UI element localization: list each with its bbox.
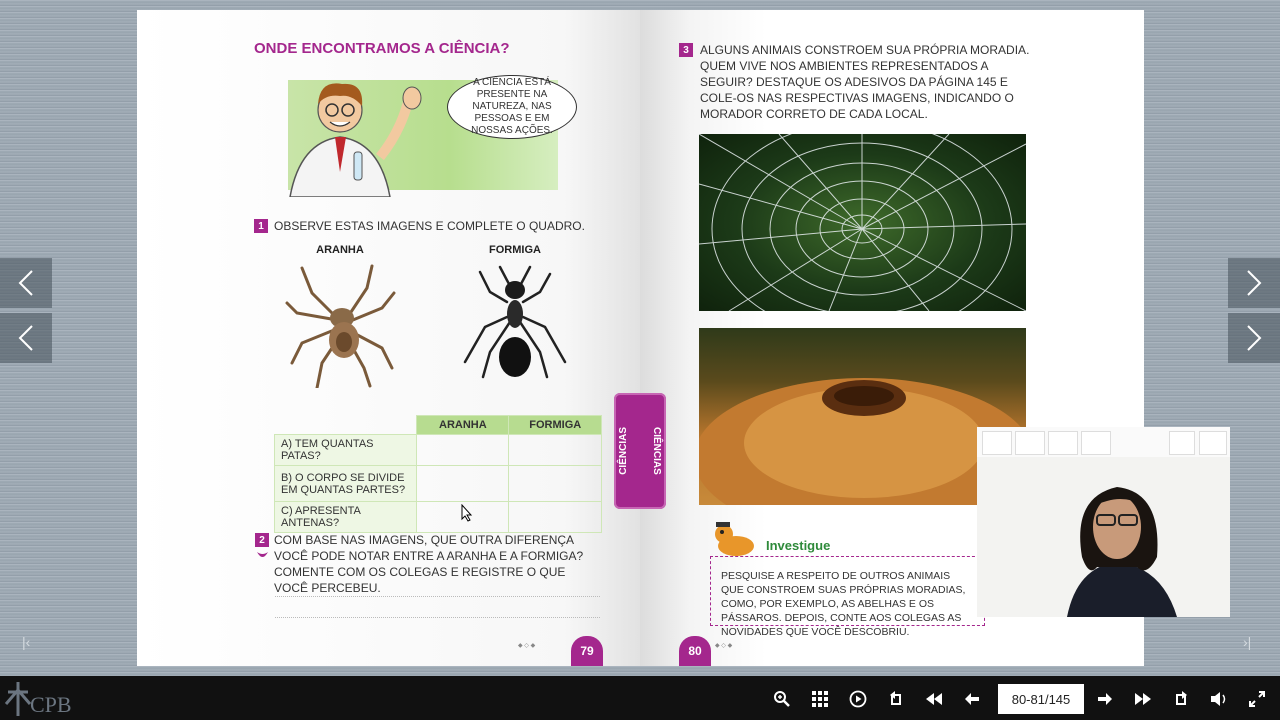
answer-line[interactable]	[275, 617, 600, 618]
next-page-arrow[interactable]	[1228, 258, 1280, 308]
table-header-formiga: FORMIGA	[509, 416, 602, 435]
last-page-button[interactable]	[1128, 684, 1158, 714]
prev-page-arrow-secondary[interactable]	[0, 313, 52, 363]
page-number-79: 79	[571, 636, 603, 666]
talk-icon	[256, 549, 269, 561]
volume-button[interactable]	[1204, 684, 1234, 714]
investigue-text: PESQUISE A RESPEITO DE OUTROS ANIMAIS QUE CONSTROEM SUAS PRÓPRIAS MORADIAS, COMO, POR EXEMPLO, AS ABELHAS E OS PÁSSAROS. DEPOIS, CONTE AOS COLEGAS AS NOVIDADES QUE VOCÊ DESCOBRIU.	[721, 570, 966, 638]
play-button[interactable]	[843, 684, 873, 714]
answer-line[interactable]	[275, 596, 600, 597]
interativo-logo: ◆ ◇ ◆	[518, 643, 536, 649]
cpb-logo	[2, 678, 82, 718]
first-page-corner-icon[interactable]: |‹	[22, 634, 31, 650]
table-cell-input[interactable]	[509, 502, 602, 533]
first-page-button[interactable]	[919, 684, 949, 714]
speech-bubble: A CIÊNCIA ESTÁ PRESENTE NA NATUREZA, NAS PESSOAS E EM NOSSAS AÇÕES.	[447, 75, 577, 139]
investigue-box	[710, 556, 985, 638]
prev-page-button[interactable]	[957, 684, 987, 714]
prev-page-icon	[964, 692, 980, 706]
last-page-corner-icon[interactable]: ›|	[1243, 634, 1252, 650]
question-number-2: 2	[255, 533, 269, 547]
wall-cards	[977, 427, 1230, 457]
table-cell-input[interactable]	[417, 435, 509, 466]
chevron-left-icon	[16, 269, 36, 297]
table-cell-input[interactable]	[509, 466, 602, 502]
tab-label-left: CIÊNCIAS	[618, 427, 629, 475]
undo-icon	[887, 690, 905, 708]
grid-button[interactable]	[805, 684, 835, 714]
question-number-3: 3	[679, 43, 693, 57]
dog-detective-icon	[710, 520, 762, 558]
redo-icon	[1172, 690, 1190, 708]
fullscreen-icon	[1249, 691, 1265, 707]
fullscreen-button[interactable]	[1242, 684, 1272, 714]
redo-button[interactable]	[1166, 684, 1196, 714]
ciencias-tab[interactable]	[614, 393, 666, 509]
question-1-text: OBSERVE ESTAS IMAGENS E COMPLETE O QUADRO.	[274, 219, 585, 233]
chevron-left-icon	[16, 324, 36, 352]
prev-page-arrow[interactable]	[0, 258, 52, 308]
chevron-right-icon	[1244, 324, 1264, 352]
table-row-label: B) O CORPO SE DIVIDE EM QUANTAS PARTES?	[275, 466, 417, 502]
question-number-1: 1	[254, 219, 268, 233]
ant-image	[455, 262, 575, 392]
spider-image	[282, 258, 402, 388]
presenter	[1027, 467, 1207, 617]
scientist-illustration	[280, 72, 440, 197]
first-page-icon	[925, 692, 943, 706]
play-icon	[849, 690, 867, 708]
zoom-button[interactable]	[767, 684, 797, 714]
tab-label-right: CIÊNCIAS	[651, 427, 662, 475]
next-page-arrow-secondary[interactable]	[1228, 313, 1280, 363]
grid-icon	[812, 691, 828, 707]
page-number-80: 80	[679, 636, 711, 666]
table-cell-input[interactable]	[509, 435, 602, 466]
ant-label: FORMIGA	[489, 244, 541, 256]
question-2-text: COM BASE NAS IMAGENS, QUE OUTRA DIFERENÇA VOCÊ PODE NOTAR ENTRE A ARANHA E A FORMIGA? COMENTE COM OS COLEGAS E REGISTRE O QUE VOCÊ PERCEBEU.	[274, 533, 584, 595]
volume-icon	[1210, 691, 1228, 707]
table-cell-input[interactable]	[417, 466, 509, 502]
chevron-right-icon	[1244, 269, 1264, 297]
spider-web-photo	[699, 134, 1026, 311]
webcam-overlay	[977, 427, 1230, 617]
spider-label: ARANHA	[316, 244, 364, 256]
undo-button[interactable]	[881, 684, 911, 714]
page-title: ONDE ENCONTRAMOS A CIÊNCIA?	[254, 40, 510, 57]
table-row-label: A) TEM QUANTAS PATAS?	[275, 435, 417, 466]
zoom-icon	[773, 690, 791, 708]
question-3-text: ALGUNS ANIMAIS CONSTROEM SUA PRÓPRIA MORADIA. QUEM VIVE NOS AMBIENTES REPRESENTADOS A SEGUIR? DESTAQUE OS ADESIVOS DA PÁGINA 145 E COLE-OS NAS RESPECTIVAS IMAGENS, INDICANDO O MORADOR CORRETO DE CADA LOCAL.	[700, 43, 1030, 121]
cpb-logo-text: CPB	[30, 692, 72, 717]
page-indicator-input[interactable]	[998, 684, 1084, 714]
next-page-icon	[1097, 692, 1113, 706]
investigue-title: Investigue	[766, 538, 831, 553]
table-row-label: C) APRESENTA ANTENAS?	[275, 502, 417, 533]
comparison-table	[274, 415, 602, 533]
mouse-cursor-icon	[461, 504, 473, 522]
next-page-button[interactable]	[1090, 684, 1120, 714]
bottom-toolbar	[0, 676, 1280, 720]
last-page-icon	[1134, 692, 1152, 706]
table-header-aranha: ARANHA	[417, 416, 509, 435]
interativo-logo: ◆ ◇ ◆	[715, 643, 733, 649]
